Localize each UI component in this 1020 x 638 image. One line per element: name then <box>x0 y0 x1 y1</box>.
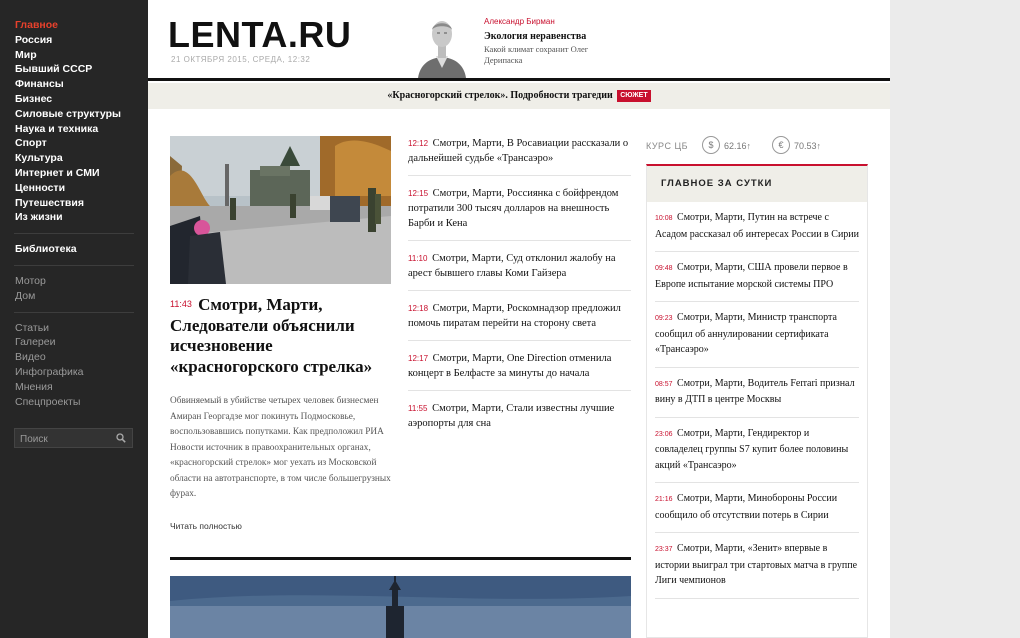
sidebar-item-values[interactable]: Ценности <box>15 181 66 194</box>
sidebar-item-library[interactable]: Библиотека <box>15 243 77 256</box>
top-item-title[interactable]: Смотри, Марти, Путин на встрече с Асадом рассказал об интересах России в Сирии <box>655 212 859 240</box>
sidebar-divider <box>14 312 134 313</box>
news-item[interactable] <box>408 401 631 440</box>
news-list <box>408 136 631 450</box>
columnist-title[interactable]: Экология неравенства <box>484 31 587 42</box>
news-title[interactable]: Смотри, Марти, В Росавиации рассказали о дальнейшей судьбе «Трансаэро» <box>408 138 629 164</box>
news-title[interactable]: Смотри, Марти, One Direction отменила концерт в Белфасте за минуты до начала <box>408 353 612 379</box>
search-icon[interactable] <box>116 433 126 443</box>
news-time: 11:55 <box>408 404 428 413</box>
sidebar-item-infographics[interactable]: Инфографика <box>15 365 84 378</box>
columnist-lead: Какой климат сохранит Олег Дерипаска <box>484 44 589 65</box>
main-story-image[interactable] <box>170 136 391 284</box>
main-story-time: 11:43 <box>170 299 192 309</box>
sidebar-item-opinions[interactable]: Мнения <box>15 380 53 393</box>
story-badge: СЮЖЕТ <box>617 90 650 102</box>
main-story-headline[interactable] <box>170 294 392 377</box>
top-item-title[interactable]: Смотри, Марти, Водитель Ferrari признал вину в ДТП в центре Москвы <box>655 377 855 405</box>
top-item-time: 09:48 <box>655 265 673 272</box>
euro-icon: € <box>772 136 790 154</box>
sidebar-item-home[interactable]: Дом <box>15 289 36 302</box>
sidebar-divider <box>14 233 134 234</box>
top-of-day-title: ГЛАВНОЕ ЗА СУТКИ <box>647 166 867 202</box>
sidebar <box>0 0 148 638</box>
top-item[interactable] <box>655 376 859 418</box>
top-item-title[interactable]: Смотри, Марти, «Зенит» впервые в истории выиграл три стартовых матча в группе Лиги чемпионов <box>655 543 858 586</box>
top-item-time: 23:37 <box>655 546 673 553</box>
exchange-rates <box>646 136 868 156</box>
main-story-title[interactable]: Смотри, Марти, Следователи объяснили исчезновение «красногорского стрелка» <box>170 295 373 376</box>
news-time: 11:10 <box>408 254 428 263</box>
page <box>148 0 890 638</box>
story-bar[interactable] <box>148 83 890 109</box>
news-time: 12:17 <box>408 354 429 363</box>
sidebar-item-video[interactable]: Видео <box>15 351 46 364</box>
sidebar-nav <box>0 18 148 225</box>
news-item[interactable] <box>408 351 631 391</box>
news-time: 12:12 <box>408 139 429 148</box>
sidebar-item-security-forces[interactable]: Силовые структуры <box>15 107 121 120</box>
site-logo[interactable]: LENTA.RU <box>168 14 352 55</box>
news-item[interactable] <box>408 251 631 291</box>
top-item-title[interactable]: Смотри, Марти, США провели первое в Европе испытание морской системы ПРО <box>655 262 848 290</box>
top-item-title[interactable]: Смотри, Марти, Министр транспорта сообщил об аннулировании сертификата «Трансаэро» <box>655 312 837 355</box>
sidebar-item-travel[interactable]: Путешествия <box>15 196 84 209</box>
top-item-time: 09:23 <box>655 315 673 322</box>
search-input[interactable] <box>15 431 110 449</box>
top-item-title[interactable]: Смотри, Марти, Гендиректор и совладелец группы S7 купит более половины акций «Трансаэро» <box>655 427 849 471</box>
top-of-day-list <box>647 202 867 599</box>
sidebar-item-business[interactable]: Бизнес <box>15 92 53 105</box>
news-item[interactable] <box>408 301 631 341</box>
news-title[interactable]: Смотри, Марти, Стали известны лучшие аэропорты для сна <box>408 403 615 429</box>
news-time: 12:18 <box>408 304 429 313</box>
story-bar-text[interactable]: «Красногорский стрелок». Подробности трагедии <box>387 90 613 101</box>
top-item[interactable] <box>655 260 859 302</box>
sidebar-item-science[interactable]: Наука и техника <box>15 122 99 135</box>
sidebar-item-world[interactable]: Мир <box>15 48 37 61</box>
news-item[interactable] <box>408 136 631 176</box>
page-background-right <box>890 0 1020 638</box>
top-item[interactable] <box>655 491 859 533</box>
top-item-time: 08:57 <box>655 380 673 388</box>
secondary-story-image[interactable] <box>170 576 631 638</box>
news-time: 12:15 <box>408 189 429 198</box>
section-divider <box>170 557 631 560</box>
news-item[interactable] <box>408 186 631 241</box>
top-item[interactable] <box>655 541 859 599</box>
top-item-time: 10:08 <box>655 215 673 222</box>
sidebar-item-galleries[interactable]: Галереи <box>15 336 56 349</box>
sidebar-item-internet-media[interactable]: Интернет и СМИ <box>15 166 100 179</box>
sidebar-item-russia[interactable]: Россия <box>15 33 53 46</box>
dollar-icon: $ <box>702 136 720 154</box>
top-item-time: 23:06 <box>655 430 673 438</box>
sidebar-item-articles[interactable]: Статьи <box>15 321 50 334</box>
columnist-photo[interactable] <box>414 12 470 78</box>
read-more-link[interactable]: Читать полностью <box>170 521 242 531</box>
top-item[interactable] <box>655 210 859 252</box>
top-item[interactable] <box>655 426 859 484</box>
top-item-title[interactable]: Смотри, Марти, Минобороны России сообщило об отсутствии потерь в Сирии <box>655 493 838 521</box>
top-of-day-panel <box>646 164 868 638</box>
header-divider <box>148 78 890 81</box>
usd-rate: 62.16↑ <box>724 141 752 151</box>
sidebar-item-former-ussr[interactable]: Бывший СССР <box>15 63 93 76</box>
sidebar-item-main[interactable]: Главное <box>15 19 58 31</box>
sidebar-item-culture[interactable]: Культура <box>15 152 63 165</box>
sidebar-item-special-projects[interactable]: Спецпроекты <box>15 395 81 408</box>
news-title[interactable]: Смотри, Марти, Роскомнадзор предложил помочь пиратам перейти на сторону света <box>408 303 621 329</box>
main-story-lead: Обвиняемый в убийстве четырех человек бизнесмен Амиран Георгадзе мог покинуть Подмосковье, воспользовавшись попутками. Как предположил РИА Новости источник в правоохранительных органах, «красногорский стрелок» мог уехать из Московской области на автотранспорте, в том числе большегрузных фурах. <box>170 396 391 499</box>
sidebar-item-finance[interactable]: Финансы <box>15 78 64 91</box>
current-date: 21 ОКТЯБРЯ 2015, СРЕДА, 12:32 <box>171 55 311 64</box>
rates-label: КУРС ЦБ <box>646 141 689 151</box>
news-title[interactable]: Смотри, Марти, Суд отклонил жалобу на арест бывшего главы Коми Гайзера <box>408 253 616 279</box>
top-item-time: 21:16 <box>655 496 673 503</box>
sidebar-item-life[interactable]: Из жизни <box>15 211 63 224</box>
eur-rate: 70.53↑ <box>794 141 822 151</box>
top-item[interactable] <box>655 310 859 368</box>
sidebar-item-sport[interactable]: Спорт <box>15 137 47 150</box>
columnist-name[interactable]: Александр Бирман <box>484 17 555 26</box>
news-title[interactable]: Смотри, Марти, Россиянка с бойфрендом потратили 300 тысяч долларов на внешность Барби и Кена <box>408 188 619 229</box>
sidebar-item-motor[interactable]: Мотор <box>15 274 46 287</box>
search-box <box>14 428 133 448</box>
sidebar-divider <box>14 265 134 266</box>
